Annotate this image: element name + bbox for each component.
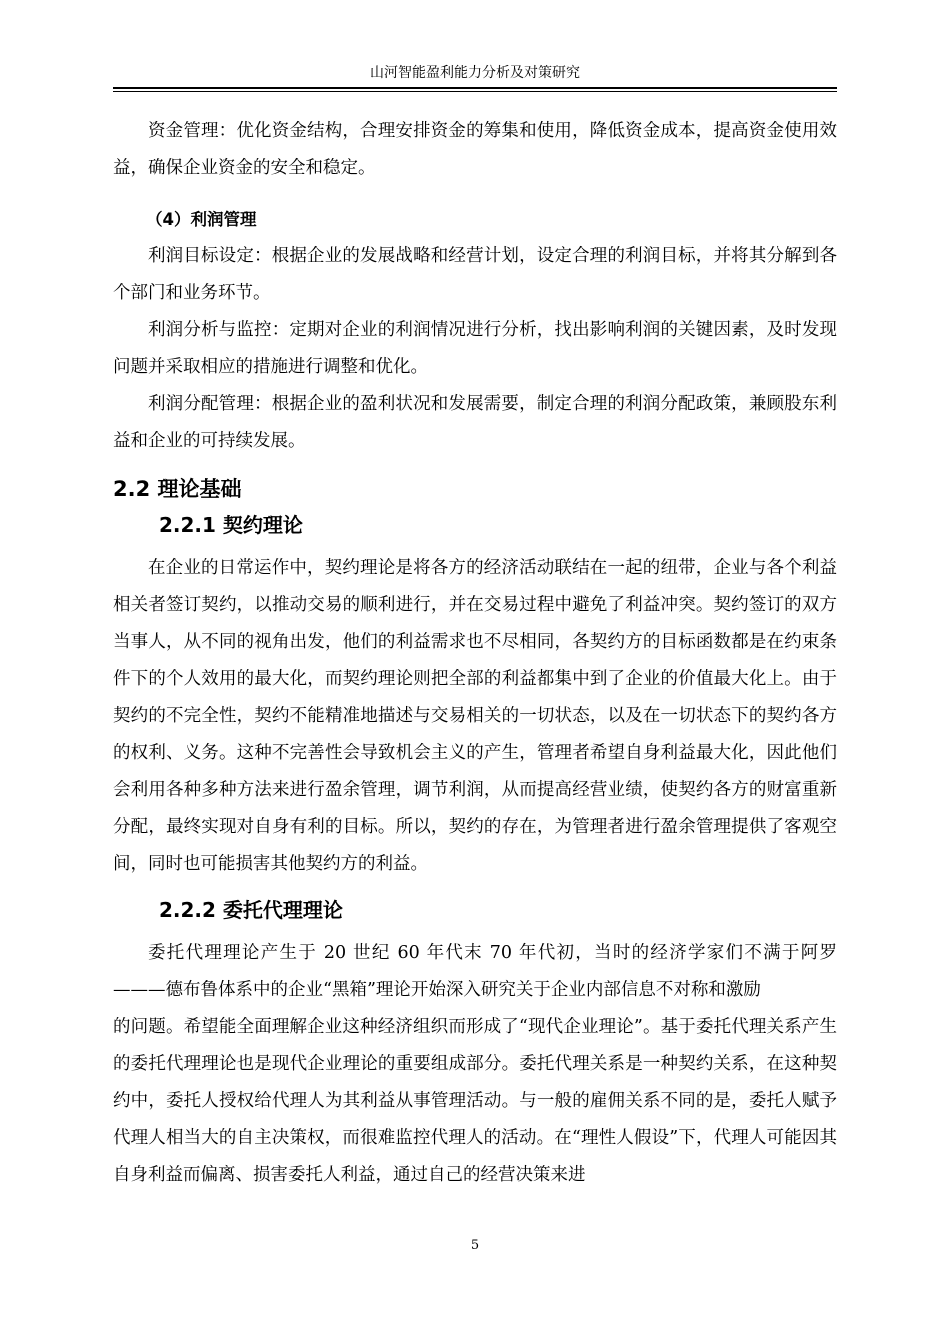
page-number: 5 — [470, 1238, 480, 1253]
contract-theory-paragraph: 在企业的日常运作中，契约理论是将各方的经济活动联结在一起的纽带，企业与各个利益相关者签订契约，以推动交易的顺利进行，并在交易过程中避免了利益冲突。契约签订的双方当事人，从不同的视角出发，他们的利益需求也不尽相同，各契约方的目标函数都是在约束条件下的个人效用的最大化，而契约理论则把全部的利益都集中到了企业的价值最大化上。由于契约的不完全性，契约不能精准地描述与交易相关的一切状态，以及在一切状态下的契约各方的权利、义务。这种不完善性会导致机会主义的产生，管理者希望自身利益最大化，因此他们会利用各种多种方法来进行盈余管理，调节利润，从而提高经营业绩，使契约各方的财富重新分配，最终实现对自身有利的目标。所以，契约的存在，为管理者进行盈余管理提供了客观空间，同时也可能损害其他契约方的利益。 — [113, 558, 837, 874]
document-body — [113, 113, 837, 1194]
agency-theory-paragraph-1: 委托代理理论产生于 20 世纪 60 年代末 70 年代初，当时的经济学家们不满于阿罗———德布鲁体系中的企业“黑箱”理论开始深入研究关于企业内部信息不对称和激励 — [113, 943, 837, 1000]
running-header: 山河智能盈利能力分析及对策研究 — [370, 65, 580, 81]
subsection-heading-contract: 2.2.1 契约理论 — [159, 513, 303, 537]
profit-analysis-paragraph: 利润分析与监控：定期对企业的利润情况进行分析，找出影响利润的关键因素，及时发现问题并采取相应的措施进行调整和优化。 — [113, 320, 837, 377]
profit-distribution-paragraph: 利润分配管理：根据企业的盈利状况和发展需要，制定合理的利润分配政策，兼顾股东利益和企业的可持续发展。 — [113, 394, 837, 451]
subsection-heading-agency: 2.2.2 委托代理理论 — [159, 898, 343, 922]
profit-target-paragraph: 利润目标设定：根据企业的发展战略和经营计划，设定合理的利润目标，并将其分解到各个部门和业务环节。 — [113, 246, 837, 303]
agency-theory-paragraph-2: 的问题。希望能全面理解企业这种经济组织而形成了“现代企业理论”。基于委托代理关系产生的委托代理理论也是现代企业理论的重要组成部分。委托代理关系是一种契约关系，在这种契约中，委托人授权给代理人为其利益从事管理活动。与一般的雇佣关系不同的是，委托人赋予代理人相当大的自主决策权，而很难监控代理人的活动。在“理性人假设”下，代理人可能因其自身利益而偏离、损害委托人利益，通过自己的经营决策来进 — [113, 1017, 837, 1185]
header-rule — [113, 87, 837, 92]
section-heading-theory: 2.2 理论基础 — [113, 477, 242, 501]
profit-management-heading: （4）利润管理 — [146, 210, 257, 229]
funds-management-paragraph: 资金管理：优化资金结构，合理安排资金的筹集和使用，降低资金成本，提高资金使用效益，确保企业资金的安全和稳定。 — [113, 121, 837, 178]
